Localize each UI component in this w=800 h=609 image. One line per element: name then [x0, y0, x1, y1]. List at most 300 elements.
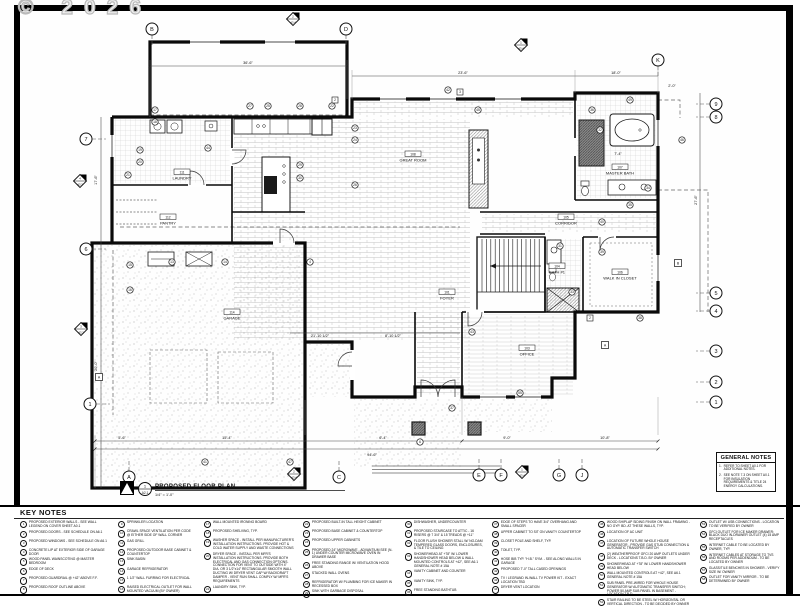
key-note-item — [598, 563, 690, 571]
detail-number: 1 — [143, 483, 147, 489]
key-note-item — [492, 558, 588, 566]
key-note-number: 50 — [598, 572, 605, 579]
key-note-item — [118, 540, 194, 547]
callout-circle — [297, 175, 303, 181]
svg-text:2: 2 — [334, 98, 336, 103]
svg-text:GARAGE: GARAGE — [223, 315, 241, 321]
key-note-text: WALL MOUNTED IRONING BOARD — [212, 520, 267, 524]
svg-text:MASTER BATH: MASTER BATH — [605, 170, 635, 176]
svg-text:6: 6 — [84, 247, 88, 253]
key-note-item — [598, 572, 690, 580]
svg-text:26: 26 — [353, 183, 357, 188]
callout-circle — [137, 159, 143, 165]
key-note-text: RAISED ELECTRICAL OUTLET FOR WALL MOUNTED VACUUM (BY OWNER) — [126, 585, 192, 593]
svg-text:103: 103 — [524, 346, 530, 351]
elevation-tag — [96, 374, 103, 381]
svg-text:42: 42 — [446, 88, 450, 93]
key-note-number: 22 — [303, 521, 310, 528]
svg-text:1: 1 — [88, 402, 92, 408]
grid-bubble — [696, 396, 722, 408]
svg-text:D: D — [344, 27, 348, 33]
drawing-title-text: PROPOSED FLOOR PLAN — [155, 484, 236, 490]
key-note-text: WALL MOUNTED CONTROLS AT +42", SEE A6.1 GENERAL NOTE # 15A — [606, 571, 681, 580]
key-note-text: LOCATION OF AC UNIT — [606, 529, 643, 534]
svg-text:31: 31 — [558, 244, 562, 249]
key-note-number: 6 — [20, 568, 27, 575]
key-note-number: 25 — [303, 549, 310, 556]
svg-text:23'-6": 23'-6" — [458, 71, 468, 75]
key-note-item — [118, 558, 194, 565]
section-marker — [516, 466, 529, 479]
key-note-number: 13 — [118, 558, 125, 565]
key-notes-column — [20, 521, 108, 596]
key-note-number: 23 — [303, 530, 310, 537]
callout-circle — [627, 97, 633, 103]
grid-bubble — [333, 460, 345, 483]
svg-text:2: 2 — [714, 380, 718, 386]
key-note-item — [118, 577, 194, 584]
svg-text:FOYER: FOYER — [440, 295, 454, 301]
svg-text:21'-10 1/2": 21'-10 1/2" — [310, 334, 330, 338]
svg-text:37: 37 — [450, 406, 454, 411]
svg-text:106: 106 — [617, 270, 623, 275]
key-note-text: CONCRETE LIP AT EXTERIOR SIDE OF GARAGE DOOR — [28, 547, 105, 556]
key-note-number: 29 — [303, 590, 310, 597]
key-note-item — [303, 562, 395, 570]
callout-circle — [352, 125, 358, 131]
key-notes-title: KEY NOTES — [20, 508, 67, 517]
key-note-text: DISHWASHER, UNDERCOUNTER — [413, 520, 466, 524]
key-note-text: SUB PANEL PRE-WIRED FOR WHOLE HOUSE GENERATOR W/ AUTOMATIC TRANSFER SWITCH; POWER 50 AMP SUB PANEL IN BASEMENT - LOCATION T.B.D. — [606, 580, 686, 597]
svg-text:24: 24 — [353, 138, 357, 143]
key-note-item — [492, 531, 588, 538]
callout-circle — [125, 172, 131, 178]
key-note-item — [303, 539, 395, 546]
svg-text:CORRIDOR: CORRIDOR — [555, 220, 577, 226]
key-note-item — [405, 530, 483, 538]
svg-text:WALK IN CLOSET: WALK IN CLOSET — [603, 275, 637, 281]
key-notes-column — [405, 521, 483, 598]
key-note-item — [204, 553, 294, 584]
general-notes-box — [716, 452, 776, 492]
callout-circle — [589, 107, 595, 113]
room-label-pantry — [160, 214, 176, 226]
key-note-number: 14 — [118, 568, 125, 575]
key-note-text: VANITY CABINET AND COUNTER — [413, 569, 466, 574]
svg-text:1: 1 — [521, 467, 523, 472]
key-notes-column — [204, 521, 294, 595]
callout-circle — [517, 390, 523, 396]
key-note-item — [492, 549, 588, 556]
svg-text:105: 105 — [563, 215, 569, 220]
grid-bubble — [652, 54, 664, 78]
sheet-border-right — [786, 5, 793, 595]
key-note-item — [405, 553, 483, 569]
key-note-number: 44 — [492, 586, 499, 593]
svg-text:A: A — [97, 375, 101, 380]
key-note-item — [492, 586, 588, 593]
key-note-text: PROPOSED SHELVING, TYP. — [212, 529, 258, 534]
key-note-text: CLOSET POLE AND SHELF, TYP. — [500, 538, 552, 543]
key-note-text: PROPOSED WINDOWS - SEE SCHEDULE ON A6.1 — [28, 538, 107, 543]
key-note-number: 49 — [598, 563, 605, 570]
key-note-number: 35 — [405, 580, 412, 587]
svg-text:J: J — [580, 473, 584, 479]
key-note-number: 7 — [20, 577, 27, 584]
key-note-text: PROPOSED UPPER CABINETS — [311, 538, 361, 543]
key-note-number: 33 — [405, 553, 412, 560]
svg-text:A: A — [127, 475, 131, 481]
key-note-text: PROPOSED EXTERIOR WALLS - SEE WALL LEGEND ON COVER SHEET A0.1 — [28, 520, 97, 528]
key-note-number: 10 — [118, 530, 125, 537]
key-note-number: 12 — [118, 549, 125, 556]
key-note-item — [20, 568, 108, 575]
key-note-text: FREE STANDING RANGE W/ VENTILATION HOOD ABOVE — [311, 560, 390, 569]
svg-text:13: 13 — [170, 260, 174, 265]
key-note-number: 2 — [20, 531, 27, 538]
callout-circle — [637, 315, 643, 321]
grid-bubble — [696, 376, 722, 388]
elevation-tag — [675, 260, 682, 267]
svg-text:17'-6": 17'-6" — [94, 175, 98, 185]
callout-circle — [557, 243, 563, 249]
callout-circle — [475, 107, 481, 113]
key-note-item — [405, 521, 483, 528]
callout-circle — [297, 103, 303, 109]
key-note-text: PROPOSED BUILT-IN TALL HEIGHT CABINET — [311, 520, 382, 524]
callout-circle — [679, 137, 685, 143]
key-note-item — [303, 549, 395, 561]
room-label-garage — [223, 309, 240, 321]
opening-tag — [457, 89, 463, 95]
key-note-text: WOOD PANEL WAINSCOTING @ MASTER BEDROOM — [28, 557, 95, 566]
svg-text:8: 8 — [714, 115, 718, 121]
key-note-item — [303, 530, 395, 537]
key-note-item — [598, 553, 690, 561]
key-note-number: 3 — [20, 540, 27, 547]
key-note-text: SINK WITH GARBAGE DISPOSAL — [311, 589, 364, 594]
key-note-text: DRYER SPACE - INSTALL PER MFR'S INSTALLATION INSTRUCTIONS. PROVIDE BOTH ELECTRICAL AND GAS CONNECTION OPTIONS. CONNECTION FOR VENT TO OUTSIDE WITH 4" DIA. OR 3 1/2"x14" RECTANGULAR SMOOTH WALL DUCTING W/ DRYER VENT CAP W/ BACKDRAFT DAMPER - VENT RUN SHALL COMPLY W/ MFR'S REQUIREMENTS — [212, 551, 292, 583]
key-note-number: 53 — [700, 521, 707, 528]
key-note-number: 34 — [405, 570, 412, 577]
key-note-item — [492, 577, 588, 585]
svg-text:16: 16 — [128, 288, 132, 293]
svg-text:3: 3 — [80, 324, 82, 329]
callout-circle — [329, 103, 335, 109]
svg-text:A3.4: A3.4 — [518, 47, 524, 51]
key-note-item — [598, 531, 690, 538]
key-note-number: 5 — [20, 558, 27, 565]
svg-text:112: 112 — [165, 215, 171, 220]
key-note-number: 52 — [598, 599, 605, 606]
svg-text:44: 44 — [206, 146, 210, 151]
svg-text:14: 14 — [223, 260, 227, 265]
section-marker — [287, 13, 300, 26]
key-note-text: INTERNET CABLES AT STORAGE TO TVS AND ROOMS PER ADDENDUM - TO BE LOCATED BY OWNER — [708, 552, 774, 565]
callout-circle — [202, 459, 208, 465]
svg-text:2: 2 — [293, 469, 295, 474]
staircase — [477, 237, 545, 312]
svg-text:15'-4": 15'-4" — [222, 436, 232, 440]
svg-text:49: 49 — [628, 98, 632, 103]
svg-text:107: 107 — [617, 165, 623, 170]
callout-circle — [597, 127, 603, 133]
callout-circle — [169, 259, 175, 265]
svg-text:19: 19 — [138, 148, 142, 153]
key-note-text: PROPOSED OUTDOOR BASE CABINET & COUNTERTOP — [126, 547, 192, 556]
svg-text:GREAT ROOM: GREAT ROOM — [399, 157, 427, 163]
callout-circle — [417, 439, 423, 445]
svg-text:33: 33 — [570, 290, 574, 295]
svg-text:108: 108 — [410, 152, 416, 157]
key-note-item — [20, 558, 108, 566]
svg-text:A3.4: A3.4 — [291, 476, 297, 480]
callout-circle — [352, 137, 358, 143]
room-label-foyer — [439, 289, 455, 301]
key-note-text: GLASS/TILE BENCHES IN SHOWER - VERIFY SIZE W/ OWNER — [708, 565, 780, 574]
key-note-item — [303, 521, 395, 528]
key-note-number: 17 — [204, 521, 211, 528]
svg-text:A3.4: A3.4 — [290, 21, 296, 25]
key-note-number: 48 — [598, 553, 605, 560]
key-note-text: EDGE OF STEPS TO HAVE 3/4" OVERHANG AND SMALL SPACER — [500, 520, 577, 528]
callout-circle — [297, 162, 303, 168]
svg-text:6'-4": 6'-4" — [379, 436, 387, 440]
svg-text:46: 46 — [680, 138, 684, 143]
svg-text:F: F — [499, 473, 503, 479]
svg-text:20'-0": 20'-0" — [94, 361, 98, 371]
svg-text:111: 111 — [179, 170, 185, 175]
key-note-text: GAS GRILL — [126, 538, 145, 543]
key-note-text: HOSE BIB TYP. "H.B." SYM. - SEE ALONG WALLS IN GARAGE — [500, 557, 581, 565]
svg-text:4: 4 — [79, 176, 81, 181]
svg-text:A3.2: A3.2 — [77, 183, 83, 187]
svg-text:A3.4: A3.4 — [519, 474, 525, 478]
key-note-item — [204, 521, 294, 528]
key-note-number: 32 — [405, 540, 412, 547]
key-note-item — [303, 572, 395, 579]
key-note-text: 1 1/2" WALL FURRING FOR ELECTRICAL — [126, 575, 191, 580]
key-note-text: SPRINKLER LOCATION — [126, 520, 164, 524]
key-note-text: SHOWERHEAD AT +78" W/ LOWER HANDSHOWER HEAD BELOW — [606, 561, 687, 570]
opening-tag — [587, 315, 593, 321]
callout-circle — [265, 103, 271, 109]
key-note-item — [700, 544, 780, 552]
key-note-item — [492, 568, 588, 575]
key-note-text: UPPER CABINET TO SIT ON VANITY COUNTERTOP — [500, 529, 582, 534]
svg-text:6: 6 — [419, 440, 421, 445]
general-notes-title: GENERAL NOTES — [717, 453, 775, 463]
key-notes-column — [700, 521, 780, 586]
room-label-walk-in-closet — [603, 269, 637, 281]
key-note-text: INTERNET CABLE TO BE LOCATED BY OWNER, TYP. — [708, 542, 770, 551]
key-note-number: 27 — [303, 572, 310, 579]
section-marker — [74, 175, 87, 188]
callout-circle — [307, 259, 313, 265]
svg-text:45: 45 — [476, 108, 480, 113]
key-note-text: STACKED WALL OVENS — [311, 570, 350, 575]
key-note-number: 38 — [492, 531, 499, 538]
svg-text:9: 9 — [714, 102, 718, 108]
key-note-number: 42 — [492, 568, 499, 575]
section-marker — [515, 39, 528, 52]
svg-text:18'-0": 18'-0" — [611, 71, 621, 75]
key-note-number: 8 — [20, 586, 27, 593]
svg-text:3: 3 — [459, 90, 461, 95]
key-note-text: TOILET, TYP. — [500, 547, 521, 552]
svg-text:2'-0": 2'-0" — [668, 84, 676, 88]
key-note-text: PROPOSED 7'-0" TALL CASED OPENINGS — [500, 566, 567, 571]
key-note-item — [492, 540, 588, 547]
key-note-number: 41 — [492, 558, 499, 565]
svg-text:36'-6": 36'-6" — [243, 61, 253, 65]
svg-text:55: 55 — [518, 391, 522, 396]
key-note-number: 28 — [303, 581, 310, 588]
key-note-item — [700, 576, 780, 584]
key-note-number: 9 — [118, 521, 125, 528]
key-note-number: 47 — [598, 540, 605, 547]
key-note-number: 40 — [492, 549, 499, 556]
callout-circle — [599, 249, 605, 255]
key-note-text: (2) WEATHERPROOF GFCI 20 AMP OUTLETS UNDER DECK - LOCATIONS T.B.D. BY OWNER — [606, 552, 690, 561]
svg-text:22: 22 — [330, 104, 334, 109]
key-notes-column — [303, 521, 395, 599]
key-note-number: 21 — [204, 586, 211, 593]
svg-text:17: 17 — [153, 108, 157, 113]
svg-text:2: 2 — [589, 316, 591, 321]
key-note-item — [20, 540, 108, 547]
key-note-item — [204, 586, 294, 593]
key-note-text: EDGE OF DECK — [28, 567, 54, 572]
svg-text:34: 34 — [646, 186, 650, 191]
key-note-text: PROPOSED BASE CABINET & COUNTERTOP — [311, 529, 383, 534]
svg-text:41: 41 — [203, 460, 207, 465]
svg-text:5'-6": 5'-6" — [118, 436, 126, 440]
svg-text:21: 21 — [126, 173, 130, 178]
key-note-number: 58 — [700, 576, 707, 583]
key-note-item — [118, 586, 194, 594]
key-note-number: 56 — [700, 554, 707, 561]
svg-text:10'-8": 10'-8" — [600, 436, 610, 440]
key-note-text: SHOWERHEAD AT +78" W/ LOWER HANDSHOWER HEAD BELOW & WALL MOUNTED CONTROLS AT +42", SEE A6.1 GENERAL NOTE # 15A — [413, 552, 479, 568]
key-note-item — [598, 582, 690, 598]
key-note-item — [118, 549, 194, 557]
svg-text:36: 36 — [590, 108, 594, 113]
key-note-number: 55 — [700, 544, 707, 551]
svg-text:7'-4": 7'-4" — [614, 152, 622, 156]
key-note-number: 11 — [118, 540, 125, 547]
key-note-number: 4 — [20, 549, 27, 556]
key-note-number: 37 — [492, 521, 499, 528]
room-label-bath-1 — [549, 263, 566, 275]
key-note-text: WASHER SPACE - INSTALL PER MANUFACTURER'S INSTALLATION INSTRUCTIONS. PROVIDE HOT & COLD WATER SUPPLY AND WASTE CONNECTIONS — [212, 538, 294, 551]
svg-text:104: 104 — [554, 264, 560, 269]
key-note-item — [598, 521, 690, 529]
key-note-item — [405, 589, 483, 596]
svg-text:101: 101 — [444, 290, 450, 295]
key-note-number: 15 — [118, 577, 125, 584]
svg-text:30: 30 — [298, 176, 302, 181]
key-note-item — [700, 567, 780, 575]
svg-text:32: 32 — [598, 128, 602, 133]
svg-text:28: 28 — [298, 104, 302, 109]
room-label-corridor — [555, 214, 577, 226]
key-note-item — [118, 530, 194, 538]
key-note-text: GARAGE REFRIGERATOR — [126, 566, 168, 571]
key-note-number: 20 — [204, 553, 211, 560]
key-note-text: PROPOSED ROOF OUTLINE ABOVE — [28, 585, 86, 590]
svg-text:OFFICE: OFFICE — [519, 351, 535, 357]
svg-text:3: 3 — [714, 349, 718, 355]
svg-text:43: 43 — [470, 330, 474, 335]
svg-text:27'-6": 27'-6" — [694, 195, 698, 205]
key-note-item — [118, 568, 194, 575]
key-note-text: DRYER VENT LOCATION — [500, 585, 540, 590]
callout-circle — [599, 219, 605, 225]
key-note-number: 18 — [204, 530, 211, 537]
svg-text:9'-0": 9'-0" — [503, 436, 511, 440]
callout-circle — [247, 103, 253, 109]
callout-circle — [137, 147, 143, 153]
key-note-item — [118, 521, 194, 528]
grid-bubble — [553, 458, 565, 481]
svg-text:1: 1 — [520, 40, 522, 45]
grid-bubble — [576, 458, 588, 481]
callout-circle — [222, 259, 228, 265]
general-note: 2. SEE NOTE 7.3 ON SHEET A0.1 FOR INSULATION REQUIREMENTS & TITLE 24 ENERGY CALCULATIONS. — [719, 472, 770, 489]
key-notes-column — [598, 521, 690, 609]
svg-text:LAUNDRY: LAUNDRY — [172, 175, 192, 181]
svg-text:94'-6": 94'-6" — [367, 453, 377, 457]
key-note-number: 30 — [405, 521, 412, 528]
svg-text:39: 39 — [600, 250, 604, 255]
svg-text:20: 20 — [138, 160, 142, 165]
key-note-text: LOCATION OF FUTURE WHOLE HOUSE GENERATOR - PROVIDE GAS STUB CONNECTION & AUTOMATIC TRANSFER SWITCH — [606, 538, 690, 551]
svg-text:G: G — [556, 473, 562, 479]
callout-circle — [352, 182, 358, 188]
key-note-number: 24 — [303, 539, 310, 546]
key-note-number: 51 — [598, 582, 605, 589]
key-note-text: PROPOSED GUARDRAIL @ +42" ABOVE F.F. — [28, 576, 98, 581]
room-label-laundry — [172, 169, 191, 181]
key-notes-column — [118, 521, 194, 596]
callout-circle — [449, 405, 455, 411]
key-note-text: FREE STANDING BATHTUB — [413, 587, 457, 592]
key-note-text: OUTLET W/ USB CONNECTIONS - LOCATION TO BE VERIFIED BY OWNER — [708, 520, 780, 528]
opening-tag — [332, 97, 338, 103]
svg-text:B: B — [150, 27, 154, 33]
svg-text:BATH #1: BATH #1 — [549, 269, 565, 275]
callout-circle — [287, 459, 293, 465]
key-notes-band — [0, 505, 800, 606]
sheet-border-left — [14, 5, 20, 505]
svg-text:5: 5 — [714, 291, 718, 297]
elevation-tag — [602, 342, 609, 349]
room-label-office — [519, 345, 535, 357]
key-notes-column — [492, 521, 588, 596]
key-note-text: VANITY SINK, TYP. — [413, 578, 443, 583]
key-note-text: SINK BASIN — [126, 557, 146, 562]
key-note-number: 54 — [700, 531, 707, 538]
grid-bubble — [696, 345, 722, 357]
key-note-item — [700, 521, 780, 529]
key-note-item — [700, 531, 780, 543]
sheet-ref: A2.1 — [141, 490, 149, 495]
svg-text:8'-10 1/2": 8'-10 1/2" — [384, 334, 402, 338]
key-note-item — [405, 580, 483, 587]
svg-text:C: C — [337, 475, 341, 481]
key-note-item — [20, 531, 108, 538]
